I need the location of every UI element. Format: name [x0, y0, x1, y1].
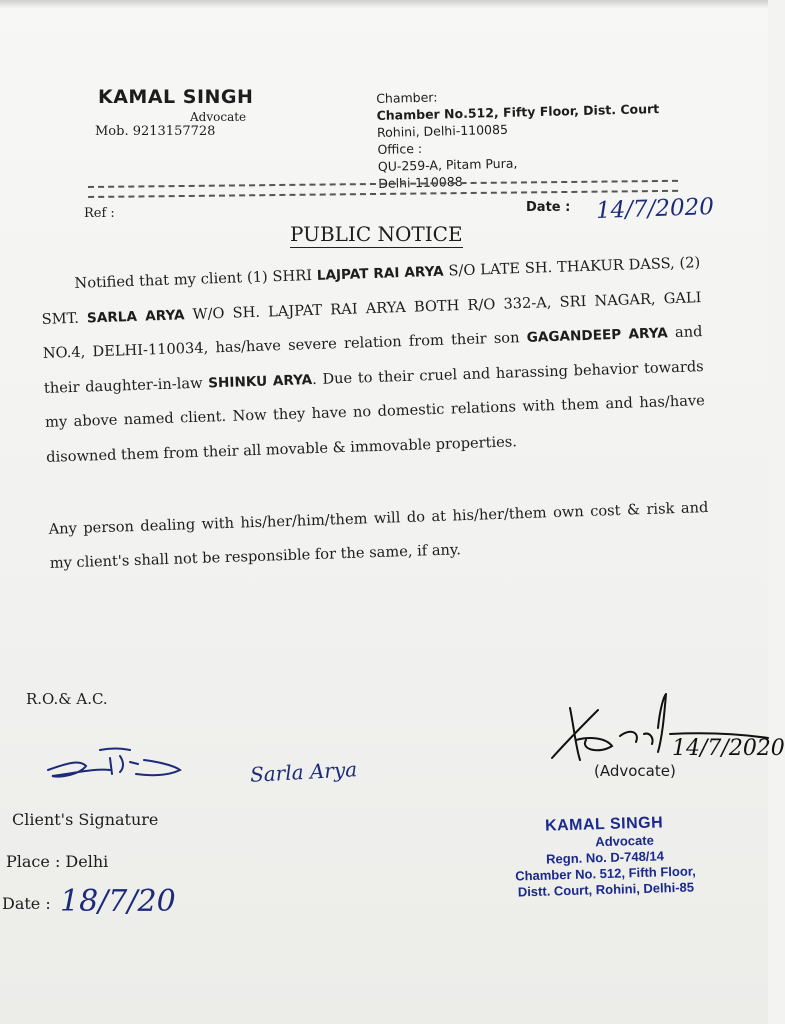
date-label: Date :	[526, 200, 571, 215]
paragraph-2: Any person dealing with his/her/him/them will do at his/her/them own cost & risk and my client's shall not be responsible for the same, if any.	[48, 498, 709, 572]
text-run: S/O LATE SH. THAKUR DASS, (2) SMT.	[41, 254, 701, 328]
daughter-in-law-name: SHINKU ARYA	[207, 371, 313, 391]
client-signature-2: Sarla Arya	[249, 757, 358, 787]
son-name: GAGANDEEP ARYA	[526, 325, 669, 346]
stamp-line: Advocate	[595, 832, 655, 850]
place-label: Place : Delhi	[6, 852, 109, 871]
advocate-stamp	[499, 813, 711, 901]
client-signature-1	[40, 740, 190, 790]
footer-handwritten-date: 18/7/20	[60, 884, 176, 919]
notice-title: PUBLIC NOTICE	[290, 222, 463, 246]
letterhead-name: KAMAL SINGH	[98, 86, 254, 108]
text-run: Notified that my client (1) SHRI	[74, 266, 318, 292]
chamber-line: Office :	[377, 140, 423, 157]
chamber-line: Chamber:	[376, 89, 438, 106]
letterhead-role: Advocate	[190, 110, 247, 124]
chamber-address	[376, 82, 698, 192]
chamber-line: Chamber No.512, Fifty Floor, Dist. Court	[376, 101, 660, 123]
clients-signature-label: Client's Signature	[12, 810, 159, 829]
advocate-label: (Advocate)	[594, 762, 676, 780]
advocate-signature-date: 14/7/2020	[672, 736, 785, 761]
paragraph-1	[40, 246, 707, 475]
notice-body	[40, 246, 710, 595]
roac-label: R.O.& A.C.	[26, 690, 108, 708]
text-run: W/O SH. LAJPAT RAI ARYA BOTH R/O 332-A, SRI NAGAR, GALI NO.4, DELHI-110034, has/have severe relation from their son	[42, 288, 702, 362]
ref-label: Ref :	[84, 206, 115, 221]
client-name-2: SARLA ARYA	[86, 306, 185, 326]
footer-date-label: Date :	[2, 894, 51, 913]
handwritten-date: 14/7/2020	[595, 193, 715, 225]
letterhead-mobile: Mob. 9213157728	[95, 124, 216, 139]
paper-edge	[0, 0, 768, 8]
text-run: and their daughter-in-law	[43, 323, 703, 397]
stamp-line: Chamber No. 512, Fifth Floor,	[514, 863, 696, 884]
separator-line	[88, 180, 678, 198]
stamp-line: Distt. Court, Rohini, Delhi-85	[517, 879, 695, 900]
text-run: . Due to their cruel and harassing behavior towards my above named client. Now they have no domestic relations with them and has/have disowned them from their all movable & immovable properties.	[44, 357, 706, 466]
client-name-1: LAJPAT RAI ARYA	[316, 263, 444, 284]
chamber-line: QU-259-A, Pitam Pura,	[377, 155, 518, 174]
chamber-line: Delhi-110088	[378, 173, 463, 191]
stamp-line: Regn. No. D-748/14	[545, 848, 665, 867]
chamber-line: Rohini, Delhi-110085	[376, 121, 509, 140]
stamp-name: KAMAL SINGH	[544, 814, 664, 835]
